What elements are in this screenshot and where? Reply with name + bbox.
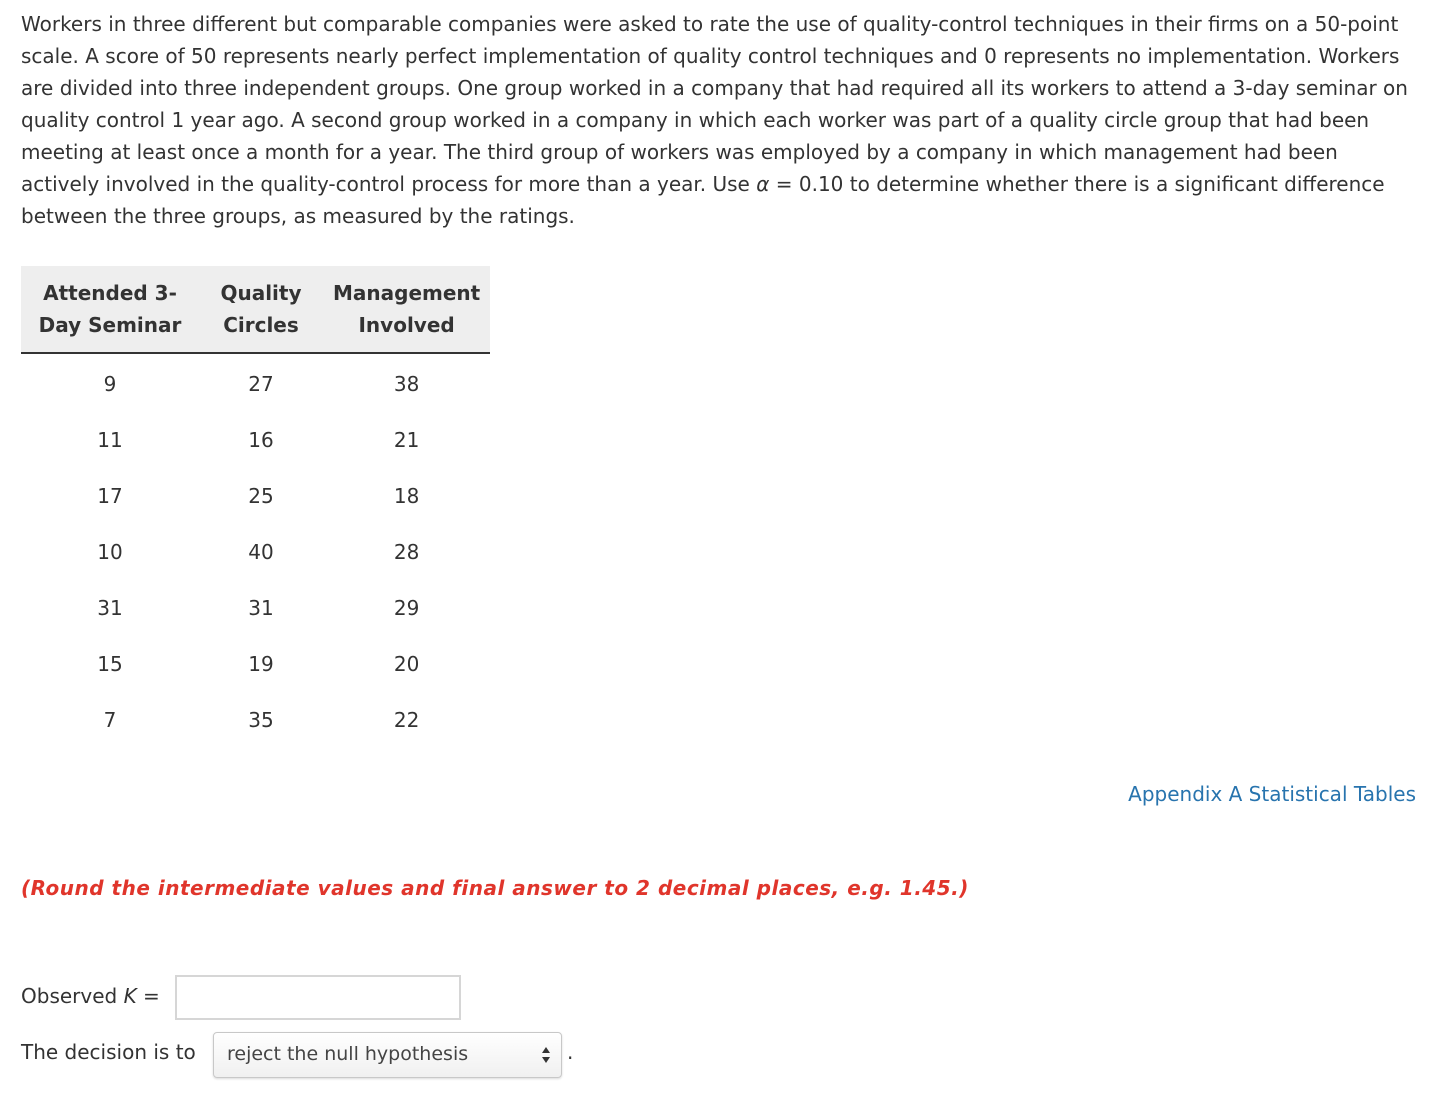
header-quality-circles: Quality Circles xyxy=(199,266,323,353)
table-cell: 31 xyxy=(97,596,123,620)
alpha-symbol: α xyxy=(756,172,770,196)
ratings-table xyxy=(21,266,490,748)
table-row xyxy=(21,524,490,580)
table-row xyxy=(21,580,490,636)
table-row xyxy=(21,353,490,412)
table-cell: 17 xyxy=(97,484,123,508)
problem-text-part1: Workers in three different but comparable companies were asked to rate the use of quality-control techniques in their firms on a 50-point scale. A score of 50 represents nearly perfect implementation of quality control techniques and 0 represents no implementation. Workers are divided into three independent groups. One group worked in a company that had required all its workers to attend a 3-day seminar on quality control 1 year ago. A second group worked in a company in which each worker was part of a quality circle group that had been meeting at least once a month for a year. The third group of workers was employed by a company in which management had been actively involved in the quality-control process for more than a year. Use xyxy=(21,12,1408,196)
table-cell: 29 xyxy=(393,596,420,620)
decision-period: . xyxy=(567,1040,574,1064)
table-header-row xyxy=(21,266,490,353)
problem-text-part2: = 0.10 to determine whether there is a significant difference between the three groups, as measured by the ratings. xyxy=(21,172,1385,228)
table-cell: 27 xyxy=(248,372,274,396)
table-cell: 25 xyxy=(248,484,274,508)
header-management-involved: Management Involved xyxy=(323,266,490,353)
table-cell: 40 xyxy=(248,540,274,564)
table-cell: 38 xyxy=(393,372,420,396)
table-cell: 22 xyxy=(393,708,420,732)
observed-k-label xyxy=(21,984,160,1008)
table-cell: 11 xyxy=(97,428,123,452)
table-row xyxy=(21,636,490,692)
table-cell: 28 xyxy=(393,540,420,564)
observed-k-input[interactable] xyxy=(175,975,461,1020)
table-cell: 19 xyxy=(248,652,274,676)
table-cell: 10 xyxy=(97,540,123,564)
observed-label-suffix: = xyxy=(136,984,160,1008)
table-cell: 16 xyxy=(248,428,274,452)
table-cell: 18 xyxy=(393,484,420,508)
appendix-tables-link[interactable]: Appendix A Statistical Tables xyxy=(1128,782,1416,806)
decision-selected-value: reject the null hypothesis xyxy=(227,1043,469,1065)
rounding-instruction: (Round the intermediate values and final answer to 2 decimal places, e.g. 1.45.) xyxy=(21,876,969,900)
table-row xyxy=(21,468,490,524)
decision-label: The decision is to xyxy=(21,1040,196,1064)
table-cell: 31 xyxy=(248,596,274,620)
table-cell: 35 xyxy=(248,708,274,732)
table-cell: 7 xyxy=(103,708,117,732)
table-cell: 15 xyxy=(97,652,123,676)
table-cell: 21 xyxy=(393,428,420,452)
observed-label-variable: K xyxy=(123,984,137,1008)
problem-statement xyxy=(21,8,1421,232)
table-row xyxy=(21,412,490,468)
header-seminar: Attended 3- Day Seminar xyxy=(21,266,199,353)
table-cell: 20 xyxy=(393,652,420,676)
decision-dropdown[interactable] xyxy=(213,1032,562,1078)
up-down-arrows-icon xyxy=(541,1045,551,1065)
table-row xyxy=(21,692,490,748)
observed-label-prefix: Observed xyxy=(21,984,124,1008)
table-cell: 9 xyxy=(103,372,117,396)
